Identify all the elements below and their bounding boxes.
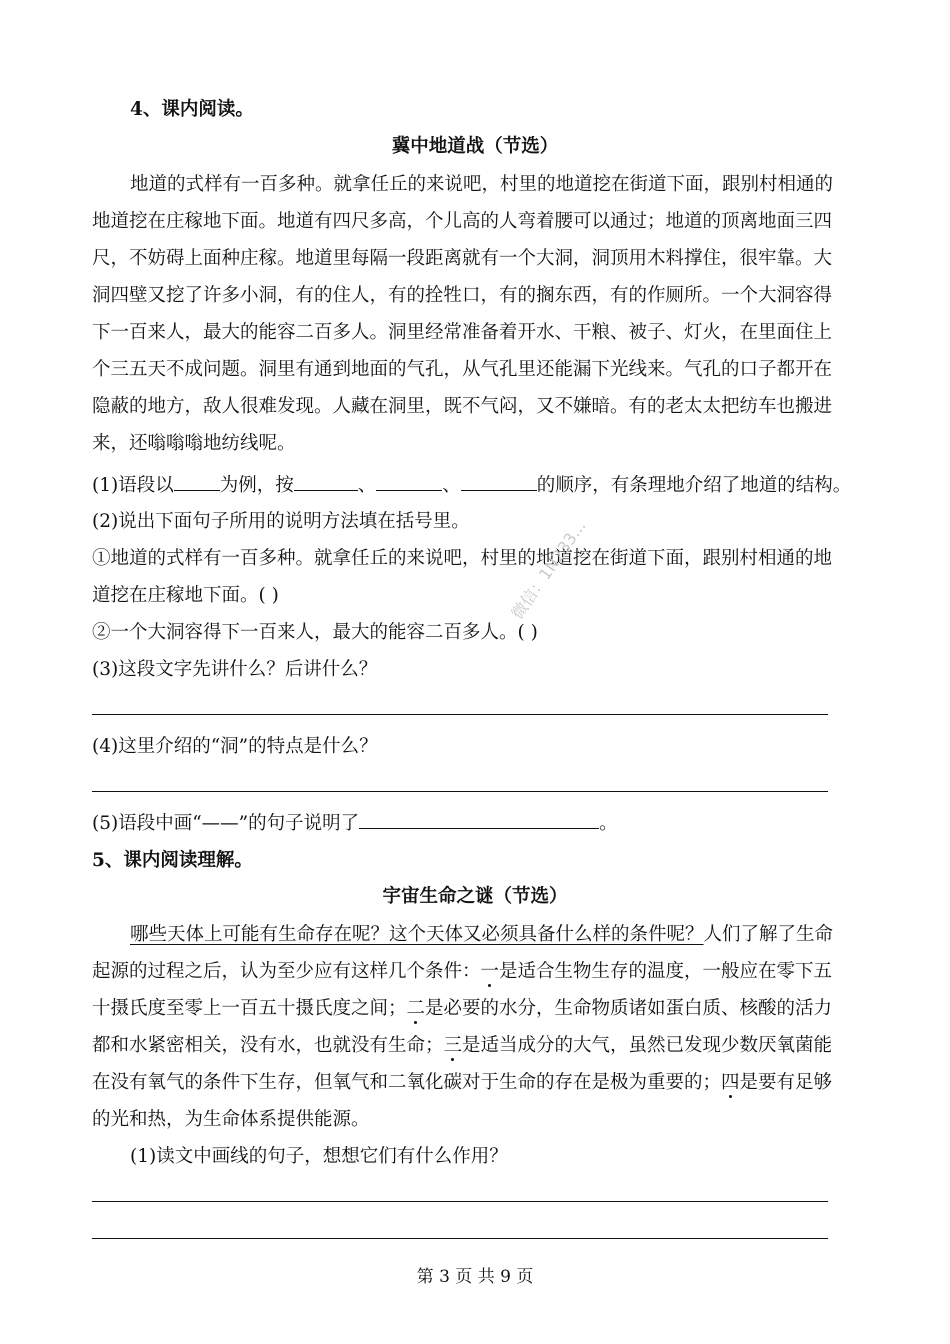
dotted-char: 三 [443, 1035, 463, 1056]
q4-q2-sentence-1-cont: 道挖在庄稼地下面。( ) [92, 585, 279, 606]
q1-text-a: (1)语段以 [92, 475, 174, 496]
text: 都和水紧密相关，没有水，也就没有生命； [92, 1035, 444, 1056]
answer-line[interactable] [92, 1201, 828, 1202]
q4-para-line: 洞四壁又挖了许多小洞，有的住人，有的拴牲口，有的搁东西，有的作厕所。一个大洞容得 [92, 285, 833, 306]
q5-para-line [92, 996, 832, 1022]
q5-question-1: (1)读文中画线的句子，想想它们有什么作用？ [130, 1146, 508, 1167]
text: 起源的过程之后，认为至少应有这样几个条件： [92, 961, 481, 982]
q4-para-line: 尺，不妨碍上面种庄稼。地道里每隔一段距离就有一个大洞，洞顶用木料撑住，很牢靠。大 [92, 248, 833, 269]
answer-line[interactable] [92, 791, 828, 792]
text: 人们了解了生命 [703, 924, 834, 945]
dotted-char: 四 [721, 1072, 740, 1093]
answer-line[interactable] [92, 714, 828, 715]
watermark: 微信：1N233... [507, 516, 590, 623]
q1-text-b: 为例，按 [219, 475, 294, 496]
q5-para-line [92, 1033, 832, 1059]
text: 在没有氧气的条件下生存，但氧气和二氧化碳对于生命的存在是极为重要的； [92, 1072, 722, 1093]
dotted-char: 二 [406, 998, 426, 1019]
q5-para-line [130, 922, 833, 948]
text: 是适合生物生存的温度，一般应在零下五 [499, 961, 833, 982]
q4-heading: 4、课内阅读。 [130, 99, 254, 120]
q4-q2-sentence-2: ②一个大洞容得下一百来人，最大的能容二百多人。( ) [92, 622, 538, 643]
q1-sep: 、 [357, 475, 377, 496]
answer-blank[interactable] [359, 810, 599, 829]
text: 十摄氏度至零上一百五十摄氏度之间； [92, 998, 407, 1019]
q4-q2-sentence-1: ①地道的式样有一百多种。就拿任丘的来说吧，村里的地道挖在街道下面，跟别村相通的地 [92, 548, 833, 569]
q4-para-line: 来，还嗡嗡嗡地纺线呢。 [92, 433, 296, 454]
text: 是要有足够 [739, 1072, 833, 1093]
q1-text-c: 的顺序，有条理地介绍了地道的结构。 [536, 475, 852, 496]
q1-sep: 、 [442, 475, 461, 496]
answer-blank[interactable] [174, 472, 220, 491]
dotted-char: 一 [480, 961, 500, 982]
q4-para-line: 个三五天不成问题。洞里有通到地面的气孔，从气孔里还能漏下光线来。气孔的口子都开在 [92, 359, 833, 380]
q5-heading: 5、课内阅读理解。 [92, 850, 253, 871]
q5-para-line [92, 959, 832, 985]
q4-question-3: (3)这段文字先讲什么？后讲什么？ [92, 659, 378, 680]
underlined-sentence: 哪些天体上可能有生命存在呢？这个天体又必须具备什么样的条件呢？ [130, 924, 704, 945]
q5-para-line [92, 1070, 832, 1096]
q4-para-line: 地道挖在庄稼地下面。地道有四尺多高，个儿高的人弯着腰可以通过；地道的顶离地面三四 [92, 211, 833, 232]
q4-question-1 [92, 472, 851, 499]
q5-text-b: 。 [599, 813, 618, 834]
q4-question-5 [92, 810, 618, 837]
q4-para-line: 下一百来人，最大的能容二百多人。洞里经常准备着开水、干粮、被子、灯火，在里面住上 [92, 322, 833, 343]
text: 是适当成分的大气，虽然已发现少数厌氧菌能 [462, 1035, 833, 1056]
answer-blank[interactable] [461, 472, 537, 491]
answer-line[interactable] [92, 1238, 828, 1239]
answer-blank[interactable] [376, 472, 442, 491]
page-footer: 第 3 页 共 9 页 [416, 1267, 534, 1287]
q4-question-2: (2)说出下面句子所用的说明方法填在括号里。 [92, 511, 470, 532]
q4-para-line: 地道的式样有一百多种。就拿任丘的来说吧，村里的地道挖在街道下面，跟别村相通的 [130, 174, 834, 195]
answer-blank[interactable] [294, 472, 358, 491]
text: 是必要的水分，生命物质诸如蛋白质、核酸的活力 [425, 998, 833, 1019]
q4-question-4: (4)这里介绍的“洞”的特点是什么？ [92, 736, 378, 757]
q5-text-a: (5)语段中画“——”的句子说明了 [92, 813, 360, 834]
q4-para-line: 隐蔽的地方，敌人很难发现。人藏在洞里，既不气闷，又不嫌暗。有的老太太把纺车也搬进 [92, 396, 833, 417]
q5-para-line: 的光和热，为生命体系提供能源。 [92, 1109, 370, 1130]
q4-passage-title: 冀中地道战（节选） [391, 136, 559, 157]
q5-passage-title: 宇宙生命之谜（节选） [382, 886, 568, 907]
